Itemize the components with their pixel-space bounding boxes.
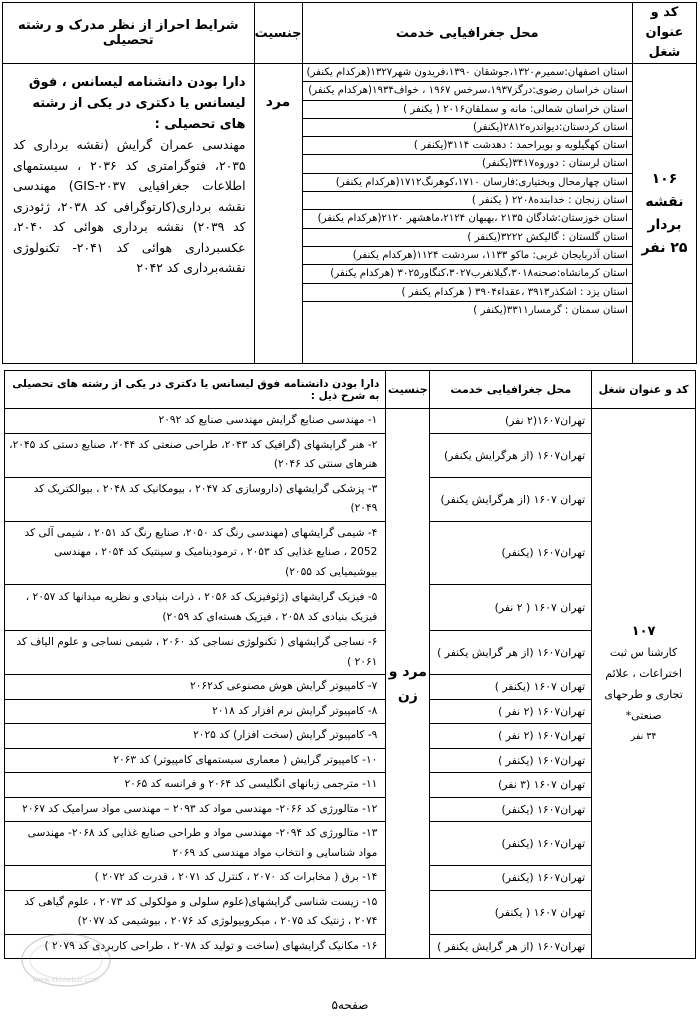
- location-item: استان خوزستان:شادگان ۲۱۳۵ ،بهبهان ۲۱۲۴،ماهشهر ۲۱۲۰(هرکدام یکنفر): [303, 209, 632, 227]
- job-code-cell: [632, 64, 696, 364]
- location-list: [302, 64, 632, 364]
- location-cell: تهران۱۶۰۷ (۲ نفر ): [430, 699, 592, 724]
- requirements-body: مهندسی عمران گرایش (نقشه برداری کد ۲۰۳۵، فتوگرامتری کد ۲۰۳۶ ، سیستمهای اطلاعات جغرافیایی GIS-۲۰۳۷) مهندسی نقشه برداری(کارتوگرافی کد ۲۰۳۸، ژئودزی کد ۲۰۳۹) نقشه برداری هوائی کد ۲۰۴۰، عکسبرداری هوائی کد ۲۰۴۱- تکنولوژی نقشه‌برداری کد ۲۰۴۲: [13, 137, 246, 275]
- location-cell: تهران۱۶۰۷ (۲ نفر ): [430, 724, 592, 749]
- page-number: صفحه۵: [331, 998, 369, 1012]
- location-item: استان لرستان : دوروه۳۴۱۷(یکنفر): [303, 154, 632, 172]
- gender-value: مرد و زن: [388, 663, 427, 704]
- major-cell: ۲- هنر گرایشهای (گرافیک کد ۲۰۴۳، طراحی صنعتی کد ۲۰۴۴، صنایع دستی کد ۲۰۴۵، هنرهای سنتی کد ۲۰۴۶): [5, 433, 386, 477]
- job-title: کارشنا س ثبت اختراعات ، علائم تجاری و طرحهای صنعتی*: [604, 645, 683, 722]
- location-cell: تهران ۱۶۰۷ (از هرگرایش یکنفر): [430, 477, 592, 521]
- location-item: استان زنجان : خدابنده۲۲۰۸ ( یکنفر ): [303, 191, 632, 209]
- job-code: ۱۰۶: [651, 170, 678, 187]
- major-cell: ۱۲- متالورژی کد ۲۰۶۶- مهندسی مواد کد ۲۰۹۳ – مهندسی مواد سرامیک کد ۲۰۶۷: [5, 797, 386, 822]
- major-cell: ۳- پزشکی گرایشهای (داروسازی کد ۲۰۴۷ ، بیومکانیک کد ۲۰۴۸ ، بیوالکتریک کد ۲۰۴۹): [5, 477, 386, 521]
- location-item: استان کهگیلویه و بویراحمد : دهدشت ۳۱۱۴(یکنفر ): [303, 136, 632, 154]
- major-cell: ۷- کامپیوتر گرایش هوش مصنوعی کد۲۰۶۲: [5, 675, 386, 700]
- location-cell: تهران ۱۶۰۷ (یکنفر ): [430, 675, 592, 700]
- header-job-code: کد و عنوان شغل: [632, 3, 696, 64]
- location-cell: تهران ۱۶۰۷ ( ۲ نفر): [430, 585, 592, 631]
- major-cell: ۱۵- زیست شناسی گرایشهای(علوم سلولی و مولکولی کد ۲۰۷۳ ، علوم گیاهی کد ۲۰۷۴ ، ژنتیک کد ۲۰۷۵ ، میکروبیولوژی کد ۲۰۷۶ ، بیوشیمی کد ۲۰۷۷): [5, 890, 386, 934]
- location-cell: تهران۱۶۰۷ (از هر گرایش یکنفر ): [430, 631, 592, 675]
- gender-cell: [386, 409, 430, 959]
- location-item: استان کرمانشاه:صحنه۳۰۱۸،گیلانغرب۳۰۲۷،کنگاور۳۰۲۵ (هرکدام یکنفر): [303, 264, 632, 282]
- location-item: استان خراسان رضوی:درگز۱۹۳۷،سرخس ۱۹۶۷ ، خواف۱۹۳۴(هرکدام یکنفر): [303, 81, 632, 99]
- job-count: ۲۵ نفر: [641, 239, 688, 256]
- header-location: محل جغرافیایی خدمت: [430, 371, 592, 409]
- gender-value: مرد: [265, 94, 291, 110]
- location-cell: تهران۱۶۰۷ (یکنفر): [430, 521, 592, 585]
- location-cell: تهران۱۶۰۷ (از هر گرایش یکنفر ): [430, 934, 592, 959]
- location-item: استان سمنان : گرمسار۳۳۱۱(یکنفر ): [303, 301, 632, 319]
- header-gender: جنسیت: [254, 3, 302, 64]
- table-row: [5, 409, 696, 434]
- gender-cell: [254, 64, 302, 364]
- job-code-cell: [592, 409, 696, 959]
- location-cell: تهران ۱۶۰۷ (۳ نفر): [430, 773, 592, 798]
- requirements-intro: دارا بودن دانشنامه لیسانس ، فوق لیسانس یا دکتری در یکی از رشته های تحصیلی :: [28, 75, 246, 132]
- location-item: استان چهارمحال وبختیاری:فارسان ۱۷۱۰،کوهرنگ۱۷۱۲(هرکدام یکنفر): [303, 173, 632, 191]
- location-cell: تهران۱۶۰۷ (یکنفر): [430, 866, 592, 891]
- job-106-table: [2, 2, 697, 364]
- job-107-table: [4, 370, 696, 959]
- header-location: محل جغرافیایی خدمت: [302, 3, 632, 64]
- major-cell: ۱۶- مکانیک گرایشهای (ساخت و تولید کد ۲۰۷۸ ، طراحی کاربردی کد ۲۰۷۹ ): [5, 934, 386, 959]
- location-item: استان اصفهان:سمیرم۱۳۲۰،جوشقان ۱۳۹۰،فریدون شهر۱۳۲۷(هرکدام یکنفر): [306, 67, 628, 78]
- major-cell: ۸- کامپیوتر گرایش نرم افزار کد ۲۰۱۸: [5, 699, 386, 724]
- location-item: استان گلستان : گالیکش ۳۲۲۲(یکنفر ): [303, 228, 632, 246]
- location-cell: تهران ۱۶۰۷ ( یکنفر): [430, 890, 592, 934]
- location-item: استان آذربایجان غربی: ماکو ۱۱۳۳، سردشت ۱۱۲۴(هرکدام یکنفر): [303, 246, 632, 264]
- major-cell: ۱۱- مترجمی زبانهای انگلیسی کد ۲۰۶۴ و فرانسه کد ۲۰۶۵: [5, 773, 386, 798]
- major-cell: ۱۴- برق ( مخابرات کد ۲۰۷۰ ، کنترل کد ۲۰۷۱ ، قدرت کد ۲۰۷۲ ): [5, 866, 386, 891]
- location-cell: تهران۱۶۰۷ (یکنفر ): [430, 748, 592, 773]
- header-requirements: شرایط احراز از نظر مدرک و رشته تحصیلی: [3, 3, 255, 64]
- major-cell: ۶- نساجی گرایشهای ( تکنولوژی نساجی کد ۲۰۶۰ ، شیمی نساجی و علوم الیاف کد ۲۰۶۱ ): [5, 631, 386, 675]
- job-title: نقشه بردار: [645, 193, 684, 233]
- watermark-logo: [18, 930, 114, 990]
- major-cell: ۱۳- متالورژی کد ۲۰۹۴- مهندسی مواد و طراحی صنایع غذایی کد ۲۰۶۸- مهندسی مواد شناسایی و انتخاب مواد مهندسی کد ۲۰۶۹: [5, 822, 386, 866]
- location-cell: تهران۱۶۰۷ (از هرگرایش یکنفر): [430, 433, 592, 477]
- location-cell: تهران۱۶۰۷ (یکنفر): [430, 797, 592, 822]
- major-cell: ۱۰- کامپیوتر گرایش ( معماری سیستمهای کامپیوتر) کد ۲۰۶۳: [5, 748, 386, 773]
- location-cell: تهران۱۶۰۷(۲ نفر): [430, 409, 592, 434]
- major-cell: ۴- شیمی گرایشهای (مهندسی رنگ کد ۲۰۵۰، صنایع رنگ کد ۲۰۵۱ ، شیمی آلی کد 2052 ، صنایع غذایی کد ۲۰۵۳ ، ترمودینامیک و سینتیک کد ۲۰۵۴ ، مهندسی بیوشیمیایی کد ۲۰۵۵): [5, 521, 386, 585]
- header-requirements: دارا بودن دانشنامه فوق لیسانس یا دکتری در یکی از رشته های تحصیلی به شرح ذیل :: [5, 371, 386, 409]
- watermark-url: www.ekhtebar.com: [32, 976, 100, 984]
- major-cell: ۹- کامپیوتر گرایش (سخت افزار) کد ۲۰۲۵: [5, 724, 386, 749]
- major-cell: ۵- فیزیک گرایشهای (ژئوفیزیک کد ۲۰۵۶ ، ذرات بنیادی و نظریه میدانها کد ۲۰۵۷ ، فیزیک بنیادی کد ۲۰۵۸ ، فیزیک هسته‌ای کد ۲۰۵۹): [5, 585, 386, 631]
- job-code: ۱۰۷: [631, 623, 656, 639]
- header-gender: جنسیت: [386, 371, 430, 409]
- location-cell: تهران۱۶۰۷ (یکنفر): [430, 822, 592, 866]
- header-job-code: کد و عنوان شغل: [592, 371, 696, 409]
- location-item: استان خراسان شمالی: مانه و سملقان۲۰۱۶ ( یکنفر ): [303, 100, 632, 118]
- requirements-cell: [3, 64, 255, 364]
- location-item: استان یزد : اشکذر۳۹۱۳ ،عقداء۳۹۰۴ ( هرکدام یکنفر ): [303, 283, 632, 301]
- job-count: ۳۴ نفر: [630, 730, 657, 742]
- location-item: استان کردستان:دیواندره۲۸۱۲(یکنفر): [303, 118, 632, 136]
- major-cell: ۱- مهندسی صنایع گرایش مهندسی صنایع کد ۲۰۹۲: [5, 409, 386, 434]
